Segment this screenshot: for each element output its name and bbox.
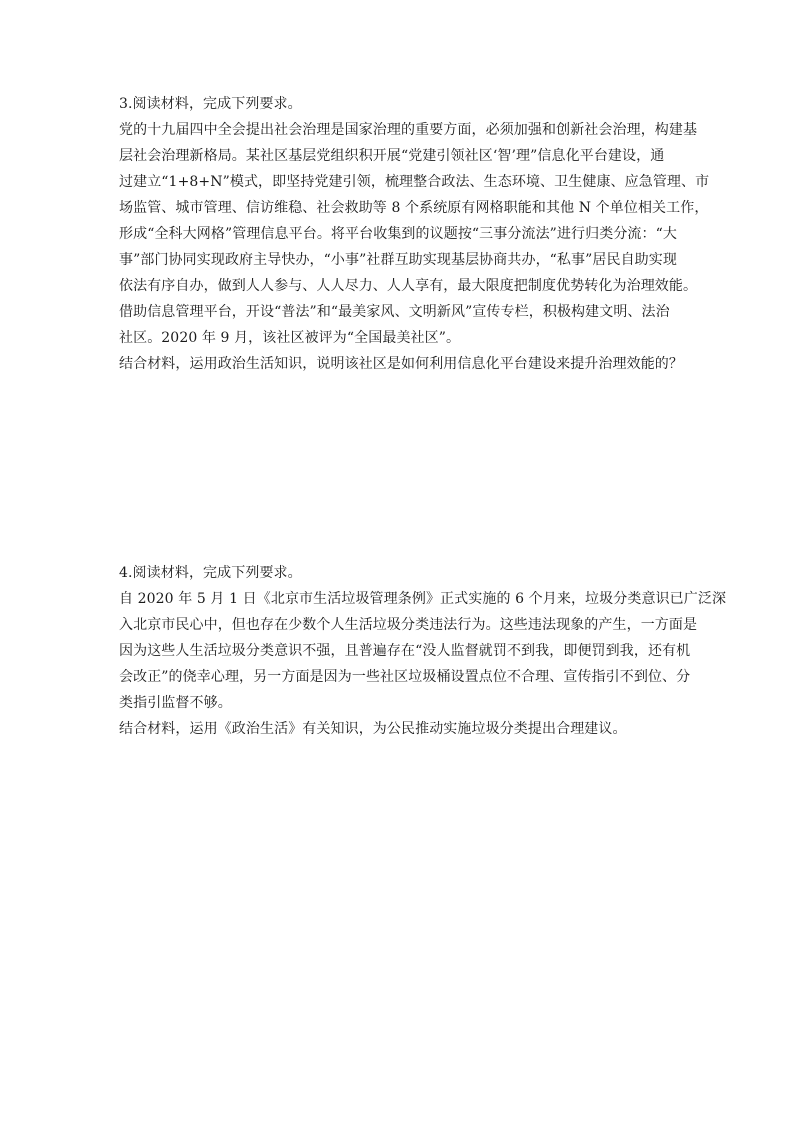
question-4-material-line: 类指引监督不够。 [119,695,232,711]
question-4-material-line: 会改正”的侥幸心理，另一方面是因为一些社区垃圾桶设置点位不合理、宣传指引不到位、分 [119,669,691,685]
question-3 [119,91,710,377]
question-3-material-line: 层社会治理新格局。某社区基层党组织积开展“党建引领社区‘智’理”信息化平台建设，通 [119,148,665,164]
question-3-heading: 3.阅读材料，完成下列要求。 [119,96,302,112]
question-3-material-line: 过建立“1+8+N”模式，即坚持党建引领，梳理整合政法、生态环境、卫生健康、应急管理、市 [119,174,710,190]
question-4 [119,560,727,742]
question-4-heading: 4.阅读材料，完成下列要求。 [119,565,302,581]
question-4-material-line: 因为这些人生活垃圾分类意识不强，且普遍存在“没人监督就罚不到我，即便罚到我，还有机 [119,643,691,659]
question-3-material-line: 事”部门协同实现政府主导快办，“小事”社群互助实现基层协商共办，“私事”居民自助实现 [119,252,677,268]
question-3-material-line: 场监管、城市管理、信访维稳、社会救助等 8 个系统原有网格职能和其他 N 个单位相关工作， [119,200,709,216]
question-4-prompt: 结合材料，运用《政治生活》有关知识，为公民推动实施垃圾分类提出合理建议。 [119,721,627,737]
question-3-material-line: 依法有序自办，做到人人参与、人人尽力、人人享有，最大限度把制度优势转化为治理效能。 [119,278,698,294]
question-3-material-line: 党的十九届四中全会提出社会治理是国家治理的重要方面，必须加强和创新社会治理，构建基 [119,122,698,138]
question-4-material-line: 自 2020 年 5 月 1 日《北京市生活垃圾管理条例》正式实施的 6 个月来，垃圾分类意识已广泛深 [119,591,727,607]
question-3-material-line: 社区。2020 年 9 月，该社区被评为“全国最美社区”。 [119,330,461,346]
question-3-material-line: 形成“全科大网格”管理信息平台。将平台收集到的议题按“三事分流法”进行归类分流：“大 [119,226,677,242]
question-4-material-line: 入北京市民心中，但也存在少数个人生活垃圾分类违法行为。这些违法现象的产生，一方面是 [119,617,698,633]
question-3-prompt: 结合材料，运用政治生活知识，说明该社区是如何利用信息化平台建设来提升治理效能的？ [119,356,683,372]
question-3-material-line: 借助信息管理平台，开设“普法”和“最美家风、文明新风”宣传专栏，积极构建文明、法治 [119,304,670,320]
